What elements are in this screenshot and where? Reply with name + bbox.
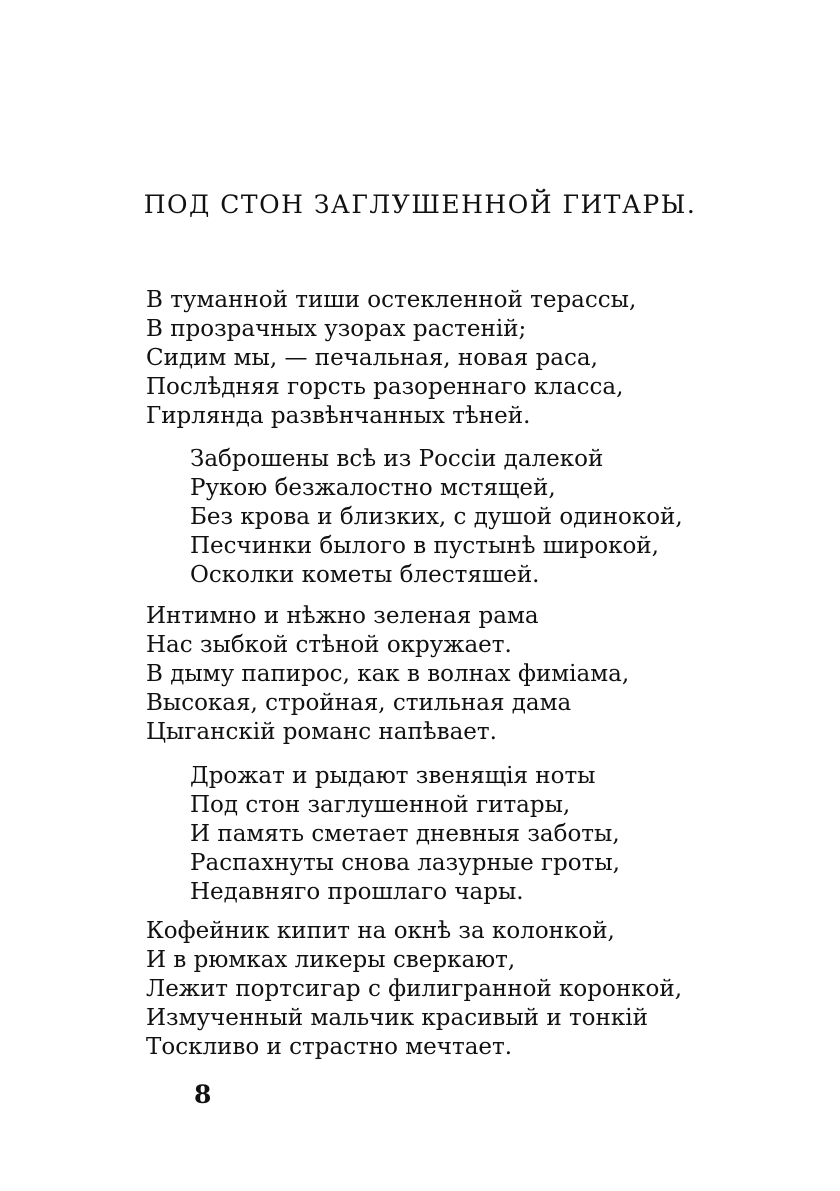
verse-line: Интимно и нѣжно зеленая рама: [146, 603, 539, 629]
verse-line: Цыганскій романс напѣвает.: [146, 719, 497, 745]
verse-line: В дыму папирос, как в волнах фиміама,: [146, 661, 630, 687]
stanza-3: [146, 602, 629, 747]
verse-line: И в рюмках ликеры сверкают,: [146, 947, 516, 973]
verse-line: Заброшены всѣ из Россіи далекой: [190, 446, 604, 472]
stanza-2: [190, 445, 683, 590]
poem-title: ПОД СТОН ЗАГЛУШЕННОЙ ГИТАРЫ.: [143, 190, 697, 219]
verse-line: Кофейник кипит на окнѣ за колонкой,: [146, 918, 615, 944]
stanza-1: [146, 286, 636, 431]
page-number: 8: [194, 1080, 212, 1109]
verse-line: Без крова и близких, с душой одинокой,: [190, 504, 683, 530]
verse-line: В туманной тиши остекленной терассы,: [146, 287, 637, 313]
verse-line: Рукою безжалостно мстящей,: [190, 475, 556, 501]
stanza-5: [146, 917, 682, 1062]
verse-line: Дрожат и рыдают звенящія ноты: [190, 763, 596, 789]
verse-line: И память сметает дневныя заботы,: [190, 821, 620, 847]
stanza-4: [190, 762, 620, 907]
verse-line: Высокая, стройная, стильная дама: [146, 690, 572, 716]
verse-line: Осколки кометы блестяшей.: [190, 562, 540, 588]
verse-line: Недавняго прошлаго чары.: [190, 879, 524, 905]
verse-line: Послѣдняя горсть разореннаго класса,: [146, 374, 624, 400]
verse-line: Гирлянда развѣнчанных тѣней.: [146, 403, 531, 429]
verse-line: Распахнуты снова лазурные гроты,: [190, 850, 620, 876]
verse-line: Лежит портсигар с филигранной коронкой,: [146, 976, 683, 1002]
verse-line: Под стон заглушенной гитары,: [190, 792, 571, 818]
verse-line: Сидим мы, — печальная, новая раса,: [146, 345, 598, 371]
verse-line: Песчинки былого в пустынѣ широкой,: [190, 533, 659, 559]
verse-line: Нас зыбкой стѣной окружает.: [146, 632, 512, 658]
verse-line: В прозрачных узорах растеній;: [146, 316, 527, 342]
verse-line: Тоскливо и страстно мечтает.: [146, 1034, 513, 1060]
verse-line: Измученный мальчик красивый и тонкій: [146, 1005, 648, 1031]
